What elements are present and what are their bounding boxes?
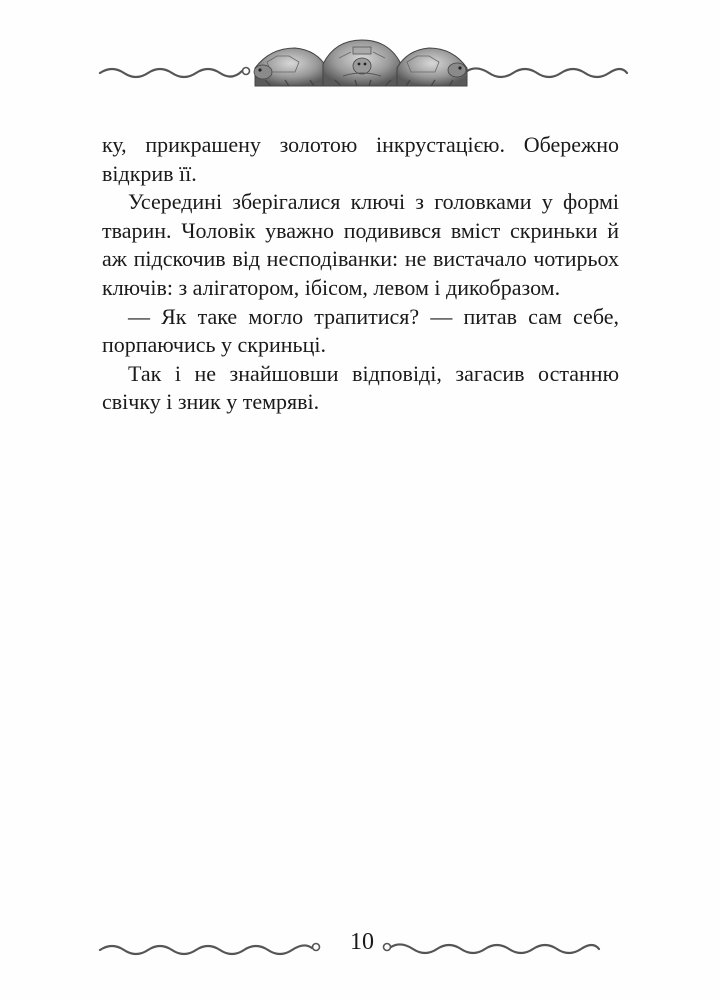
page-footer bbox=[95, 925, 630, 965]
body-text bbox=[102, 131, 619, 417]
paragraph-4: Так і не знайшовши відповіді, загасив останню свічку і зник у темряві. bbox=[102, 360, 619, 415]
page-number: 10 bbox=[350, 929, 374, 955]
header-ornament bbox=[95, 38, 630, 90]
turtles-ornament-icon bbox=[95, 38, 630, 90]
paragraph-1: ку, прикрашену золотою інкрустацією. Обережно відкрив її. bbox=[102, 132, 619, 186]
paragraph-3: — Як таке могло трапитися? — питав сам себе, порпаючись у скриньці. bbox=[102, 303, 619, 358]
paragraph-2: Усередині зберігалися ключі з головками у формі тварин. Чоловік уважно подивився вміст скриньки й аж підскочив від несподіванки: не вистачало чотирьох ключів: з алігатором, ібісом, левом і дикобразом. bbox=[102, 189, 619, 300]
